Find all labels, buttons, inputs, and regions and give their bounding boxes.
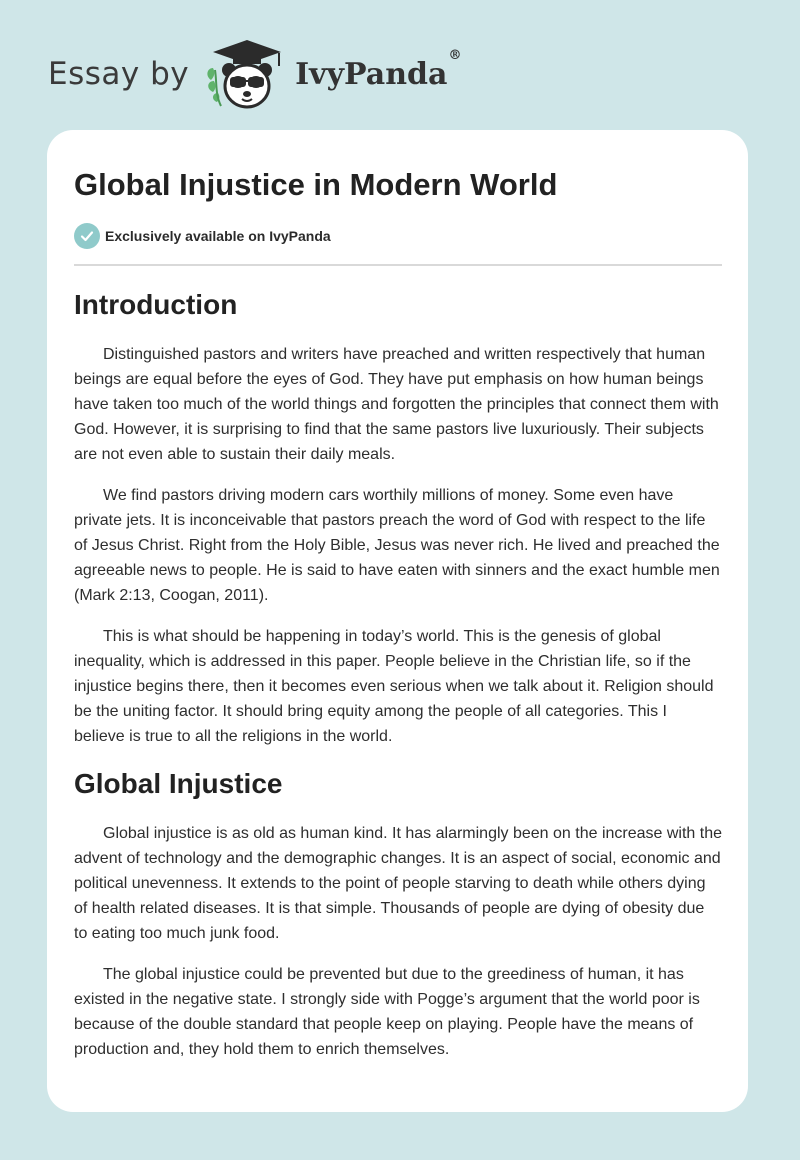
badge-label: Exclusively available on IvyPanda — [105, 228, 331, 244]
check-icon — [74, 223, 100, 249]
paragraph: This is what should be happening in today’s world. This is the genesis of global inequality, which is addressed in this paper. People believe in the Christian life, so if the injustice begins there, then it becomes even serious when we talk about it. Religion should be the uniting factor. It should bring equity among the people of all categories. This I believe is true to all the religions in the world. — [74, 628, 714, 745]
paragraph: The global injustice could be prevented but due to the greediness of human, it has existed in the negative state. I strongly side with Pogge’s argument that the world poor is because of the double standard that people keep on playing. People have the means of production and, they hold them to enrich themselves. — [74, 966, 700, 1058]
essay-by-label: Essay by — [48, 56, 190, 92]
panda-graduate-logo-icon[interactable] — [203, 36, 291, 112]
section-heading-global-injustice: Global Injustice — [74, 768, 283, 799]
paragraph: Distinguished pastors and writers have preached and written respectively that human beings are equal before the eyes of God. They have put emphasis on how human beings have taken too much of the world things and forgotten the principles that connect them with God. However, it is surprising to find that the same pastors live luxuriously. Their subjects are not even able to sustain their daily meals. — [74, 346, 719, 463]
essay-card — [47, 130, 748, 1112]
page-title: Global Injustice in Modern World — [74, 167, 558, 202]
paragraph: Global injustice is as old as human kind. It has alarmingly been on the increase with the advent of technology and the demographic changes. It is an aspect of social, economic and political unevenness. It extends to the point of people starving to death while others dying of health related diseases. It is that simple. Thousands of people are dying of obesity due to eating too much junk food. — [74, 825, 723, 942]
brand-text: IvyPanda — [295, 56, 448, 92]
exclusive-badge — [74, 222, 722, 250]
brand-name[interactable] — [295, 47, 462, 92]
site-header — [48, 34, 461, 114]
paragraph: We find pastors driving modern cars worthily millions of money. Some even have private jets. It is inconceivable that pastors preach the word of God with respect to the life of Jesus Christ. Right from the Holy Bible, Jesus was never rich. He lived and preached the agreeable news to people. He is said to have eaten with sinners and the exact humble men (Mark 2:13, Coogan, 2011). — [74, 487, 720, 604]
section-heading-introduction: Introduction — [74, 289, 238, 320]
registered-mark: ® — [448, 47, 462, 63]
divider — [74, 264, 722, 266]
ivy-leaf-icon — [207, 68, 221, 106]
